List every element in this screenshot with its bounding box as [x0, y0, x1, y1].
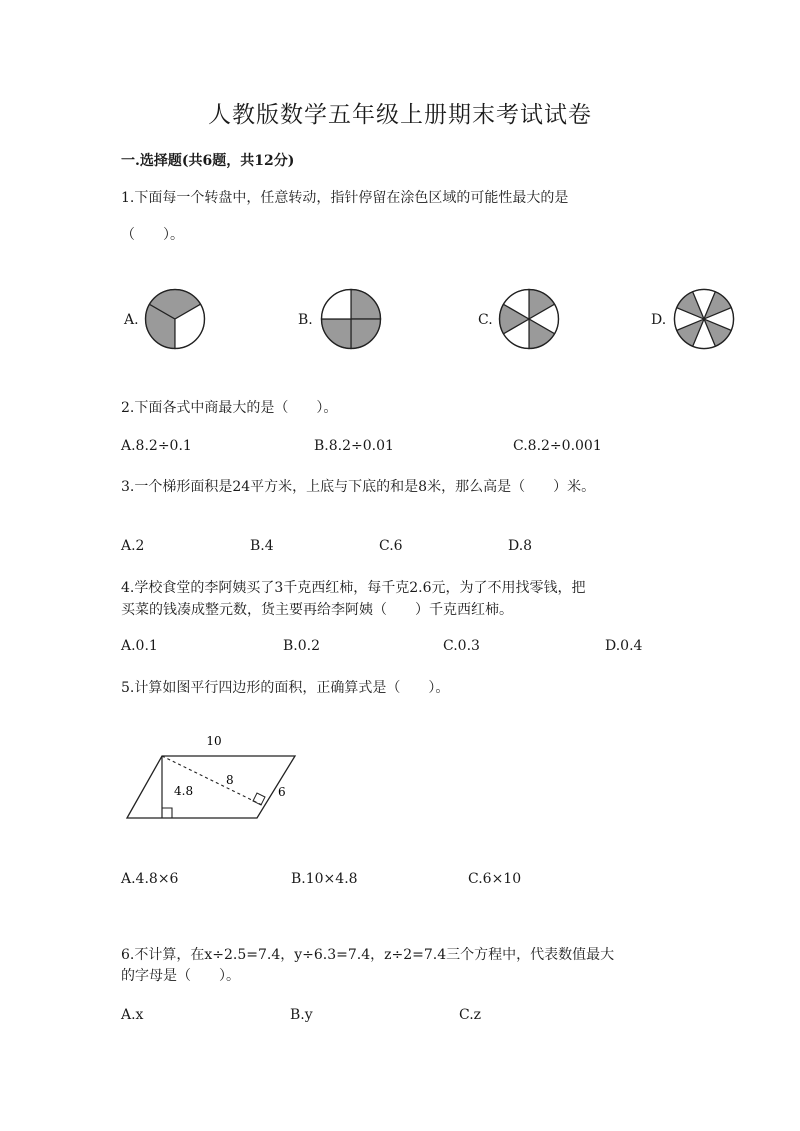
q6-option-b: B.y: [290, 1007, 313, 1023]
spinner-wheel-c: [498, 288, 560, 350]
q4-option-a: A.0.1: [121, 638, 158, 654]
question-4-stem-line-1: 4.学校食堂的李阿姨买了3千克西红柿，每千克2.6元，为了不用找零钱，把: [121, 580, 586, 596]
question-6-stem-line-1: 6.不计算，在x÷2.5=7.4，y÷6.3=7.4，z÷2=7.4三个方程中，代表数值最大: [121, 947, 615, 963]
section-heading: 一.选择题(共6题，共12分): [121, 153, 295, 169]
page-title: 人教版数学五年级上册期末考试试卷: [208, 102, 592, 128]
wheel-d-label: D.: [651, 312, 667, 328]
label-height: 4.8: [174, 784, 194, 798]
q6-option-c: C.z: [459, 1007, 482, 1023]
question-6-stem-line-2: 的字母是（ ）。: [121, 968, 240, 984]
q4-option-c: C.0.3: [443, 638, 480, 654]
question-2-stem: 2.下面各式中商最大的是（ ）。: [121, 400, 338, 416]
q3-option-b: B.4: [250, 538, 274, 554]
q4-option-d: D.0.4: [605, 638, 643, 654]
parallelogram-figure: [120, 728, 310, 828]
q3-option-d: D.8: [508, 538, 533, 554]
label-diagonal: 8: [226, 773, 234, 787]
diagonal-perpendicular: [162, 756, 264, 806]
q2-option-b: B.8.2÷0.01: [314, 438, 394, 454]
right-angle-mark-bottom: [162, 808, 172, 818]
parallelogram-outline: [127, 756, 295, 818]
right-angle-mark-side: [253, 793, 265, 805]
spinner-wheel-b: [320, 288, 382, 350]
q5-option-b: B.10×4.8: [291, 871, 358, 887]
q2-option-a: A.8.2÷0.1: [121, 438, 192, 454]
label-side: 6: [278, 785, 286, 799]
q2-option-c: C.8.2÷0.001: [513, 438, 602, 454]
q4-option-b: B.0.2: [283, 638, 321, 654]
question-5-stem: 5.计算如图平行四边形的面积，正确算式是（ ）。: [121, 680, 450, 696]
spinner-wheel-d: [673, 288, 735, 350]
q6-option-a: A.x: [121, 1007, 144, 1023]
wheel-c-label: C.: [478, 312, 493, 328]
q5-option-c: C.6×10: [468, 871, 522, 887]
wheel-b-label: B.: [298, 312, 313, 328]
q3-option-a: A.2: [121, 538, 145, 554]
question-4-stem-line-2: 买菜的钱凑成整元数，货主要再给李阿姨（ ）千克西红柿。: [121, 602, 513, 618]
q3-option-c: C.6: [379, 538, 403, 554]
label-top: 10: [206, 734, 222, 748]
q5-option-a: A.4.8×6: [121, 871, 179, 887]
spinner-wheel-a: [144, 288, 206, 350]
question-1-stem-line-2: （ ）。: [121, 227, 184, 243]
wheel-a-label: A.: [124, 312, 139, 328]
question-1-stem-line-1: 1.下面每一个转盘中，任意转动，指针停留在涂色区域的可能性最大的是: [121, 190, 569, 206]
question-3-stem: 3.一个梯形面积是24平方米，上底与下底的和是8米，那么高是（ ）米。: [121, 479, 596, 495]
